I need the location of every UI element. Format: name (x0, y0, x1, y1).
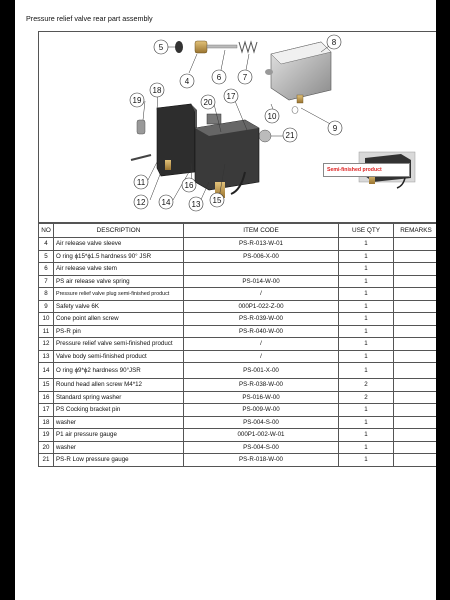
callout-5 (154, 40, 168, 54)
svg-text:17: 17 (226, 92, 236, 101)
row-item-code: PS-006-X-00 (184, 250, 339, 263)
row-remarks (394, 250, 437, 263)
table-row (39, 263, 437, 276)
row-remarks (394, 454, 437, 467)
row-remarks (394, 391, 437, 404)
row-description: Pressure relief valve plug semi-finished product (54, 288, 184, 301)
row-remarks (394, 350, 437, 363)
row-description: PS air release valve spring (54, 275, 184, 288)
callout-13 (189, 197, 203, 211)
table-row (39, 441, 437, 454)
svg-text:8: 8 (331, 38, 337, 47)
row-qty: 1 (339, 300, 394, 313)
callout-17 (224, 89, 238, 103)
column-header-no: NO (39, 224, 54, 238)
row-no: 6 (39, 263, 54, 276)
row-no: 10 (39, 313, 54, 326)
row-no: 18 (39, 416, 54, 429)
table-row (39, 391, 437, 404)
row-description: PS-R Low pressure gauge (54, 454, 184, 467)
callout-21 (283, 128, 297, 142)
svg-text:21: 21 (285, 131, 295, 140)
table-row (39, 404, 437, 417)
svg-text:18: 18 (152, 86, 162, 95)
row-no: 4 (39, 238, 54, 251)
row-no: 7 (39, 275, 54, 288)
row-no: 19 (39, 429, 54, 442)
row-item-code: PS-R-013-W-01 (184, 238, 339, 251)
table-row (39, 454, 437, 467)
row-qty: 1 (339, 350, 394, 363)
row-item-code: PS-004-S-00 (184, 441, 339, 454)
row-remarks (394, 325, 437, 338)
table-row (39, 300, 437, 313)
row-description: Air release valve sleeve (54, 238, 184, 251)
row-description: washer (54, 416, 184, 429)
callout-4 (180, 74, 194, 88)
callout-8 (327, 35, 341, 49)
row-remarks (394, 429, 437, 442)
table-row (39, 429, 437, 442)
row-remarks (394, 263, 437, 276)
row-item-code: / (184, 288, 339, 301)
row-description: washer (54, 441, 184, 454)
row-item-code: PS-R-039-W-00 (184, 313, 339, 326)
row-description: Pressure relief valve semi-finished product (54, 338, 184, 351)
row-item-code: 000P1-022-Z-00 (184, 300, 339, 313)
callout-15 (210, 193, 224, 207)
row-remarks (394, 363, 437, 379)
svg-text:10: 10 (267, 112, 277, 121)
row-no: 9 (39, 300, 54, 313)
row-qty: 1 (339, 250, 394, 263)
row-qty: 1 (339, 441, 394, 454)
parts-table (38, 223, 436, 467)
svg-text:5: 5 (158, 43, 164, 52)
row-qty: 1 (339, 275, 394, 288)
exploded-view-drawing (39, 32, 436, 224)
callout-6 (212, 70, 226, 84)
row-no: 16 (39, 391, 54, 404)
row-no: 17 (39, 404, 54, 417)
table-row (39, 313, 437, 326)
svg-text:13: 13 (191, 200, 201, 209)
callout-19 (130, 93, 144, 107)
row-qty: 1 (339, 338, 394, 351)
row-qty: 1 (339, 416, 394, 429)
svg-text:9: 9 (332, 124, 338, 133)
row-item-code: PS-R-040-W-00 (184, 325, 339, 338)
svg-text:12: 12 (136, 198, 146, 207)
column-header-remarks: REMARKS (394, 224, 437, 238)
callout-14 (159, 195, 173, 209)
svg-text:15: 15 (212, 196, 222, 205)
row-remarks (394, 313, 437, 326)
row-qty: 1 (339, 325, 394, 338)
svg-text:7: 7 (242, 73, 248, 82)
row-remarks (394, 275, 437, 288)
callout-7 (238, 70, 252, 84)
row-description: O ring ϕ9*ϕ2 hardness 90°JSR (54, 363, 184, 379)
row-qty: 1 (339, 238, 394, 251)
row-qty: 2 (339, 391, 394, 404)
table-row (39, 325, 437, 338)
row-remarks (394, 288, 437, 301)
callout-16 (182, 178, 196, 192)
row-remarks (394, 238, 437, 251)
callout-10 (265, 109, 279, 123)
row-no: 5 (39, 250, 54, 263)
row-description: PS-R pin (54, 325, 184, 338)
table-row (39, 338, 437, 351)
callout-9 (328, 121, 342, 135)
svg-text:11: 11 (136, 178, 146, 187)
callout-18 (150, 83, 164, 97)
row-remarks (394, 404, 437, 417)
row-no: 8 (39, 288, 54, 301)
row-item-code: PS-R-038-W-00 (184, 379, 339, 392)
row-qty: 1 (339, 288, 394, 301)
row-qty: 1 (339, 429, 394, 442)
row-item-code: 000P1-002-W-01 (184, 429, 339, 442)
svg-text:19: 19 (132, 96, 142, 105)
callout-11 (134, 175, 148, 189)
row-description: Cone point allen screw (54, 313, 184, 326)
row-item-code: PS-014-W-00 (184, 275, 339, 288)
table-row (39, 238, 437, 251)
row-remarks (394, 338, 437, 351)
row-no: 20 (39, 441, 54, 454)
row-no: 21 (39, 454, 54, 467)
table-row (39, 416, 437, 429)
table-row (39, 379, 437, 392)
page-title: Pressure relief valve rear part assembly (26, 14, 153, 23)
row-description: Air release valve stem (54, 263, 184, 276)
exploded-view-diagram (38, 31, 436, 223)
row-qty: 1 (339, 404, 394, 417)
table-row (39, 250, 437, 263)
row-description: Round head allen screw M4*12 (54, 379, 184, 392)
column-header-item-code: ITEM CODE (184, 224, 339, 238)
row-item-code (184, 263, 339, 276)
svg-text:6: 6 (216, 73, 222, 82)
callout-12 (134, 195, 148, 209)
row-qty: 1 (339, 363, 394, 379)
svg-text:4: 4 (184, 77, 190, 86)
column-header-description: DESCRIPTION (54, 224, 184, 238)
row-no: 12 (39, 338, 54, 351)
table-row (39, 363, 437, 379)
table-row (39, 275, 437, 288)
row-qty: 1 (339, 263, 394, 276)
row-description: PS Cocking bracket pin (54, 404, 184, 417)
row-remarks (394, 379, 437, 392)
svg-text:16: 16 (184, 181, 194, 190)
row-description: Safety valve 6K (54, 300, 184, 313)
row-item-code: PS-004-S-00 (184, 416, 339, 429)
row-no: 15 (39, 379, 54, 392)
row-description: Valve body semi-finished product (54, 350, 184, 363)
document-page (15, 0, 436, 600)
row-item-code: / (184, 350, 339, 363)
row-qty: 1 (339, 313, 394, 326)
row-no: 11 (39, 325, 54, 338)
row-item-code: PS-R-018-W-00 (184, 454, 339, 467)
row-remarks (394, 416, 437, 429)
column-header-use-qty: USE QTY (339, 224, 394, 238)
row-item-code: PS-009-W-00 (184, 404, 339, 417)
row-no: 14 (39, 363, 54, 379)
row-remarks (394, 300, 437, 313)
row-description: P1 air pressure gauge (54, 429, 184, 442)
callout-20 (201, 95, 215, 109)
row-qty: 2 (339, 379, 394, 392)
semi-finished-label: Semi-finished product (323, 163, 410, 177)
svg-text:14: 14 (161, 198, 171, 207)
row-item-code: PS-016-W-00 (184, 391, 339, 404)
row-no: 13 (39, 350, 54, 363)
row-remarks (394, 441, 437, 454)
table-header-row (39, 224, 437, 238)
row-description: O ring ϕ15*ϕ1.5 hardness 90° JSR (54, 250, 184, 263)
row-item-code: PS-001-X-00 (184, 363, 339, 379)
row-item-code: / (184, 338, 339, 351)
svg-text:20: 20 (203, 98, 213, 107)
row-qty: 1 (339, 454, 394, 467)
table-row (39, 288, 437, 301)
row-description: Standard spring washer (54, 391, 184, 404)
table-row (39, 350, 437, 363)
